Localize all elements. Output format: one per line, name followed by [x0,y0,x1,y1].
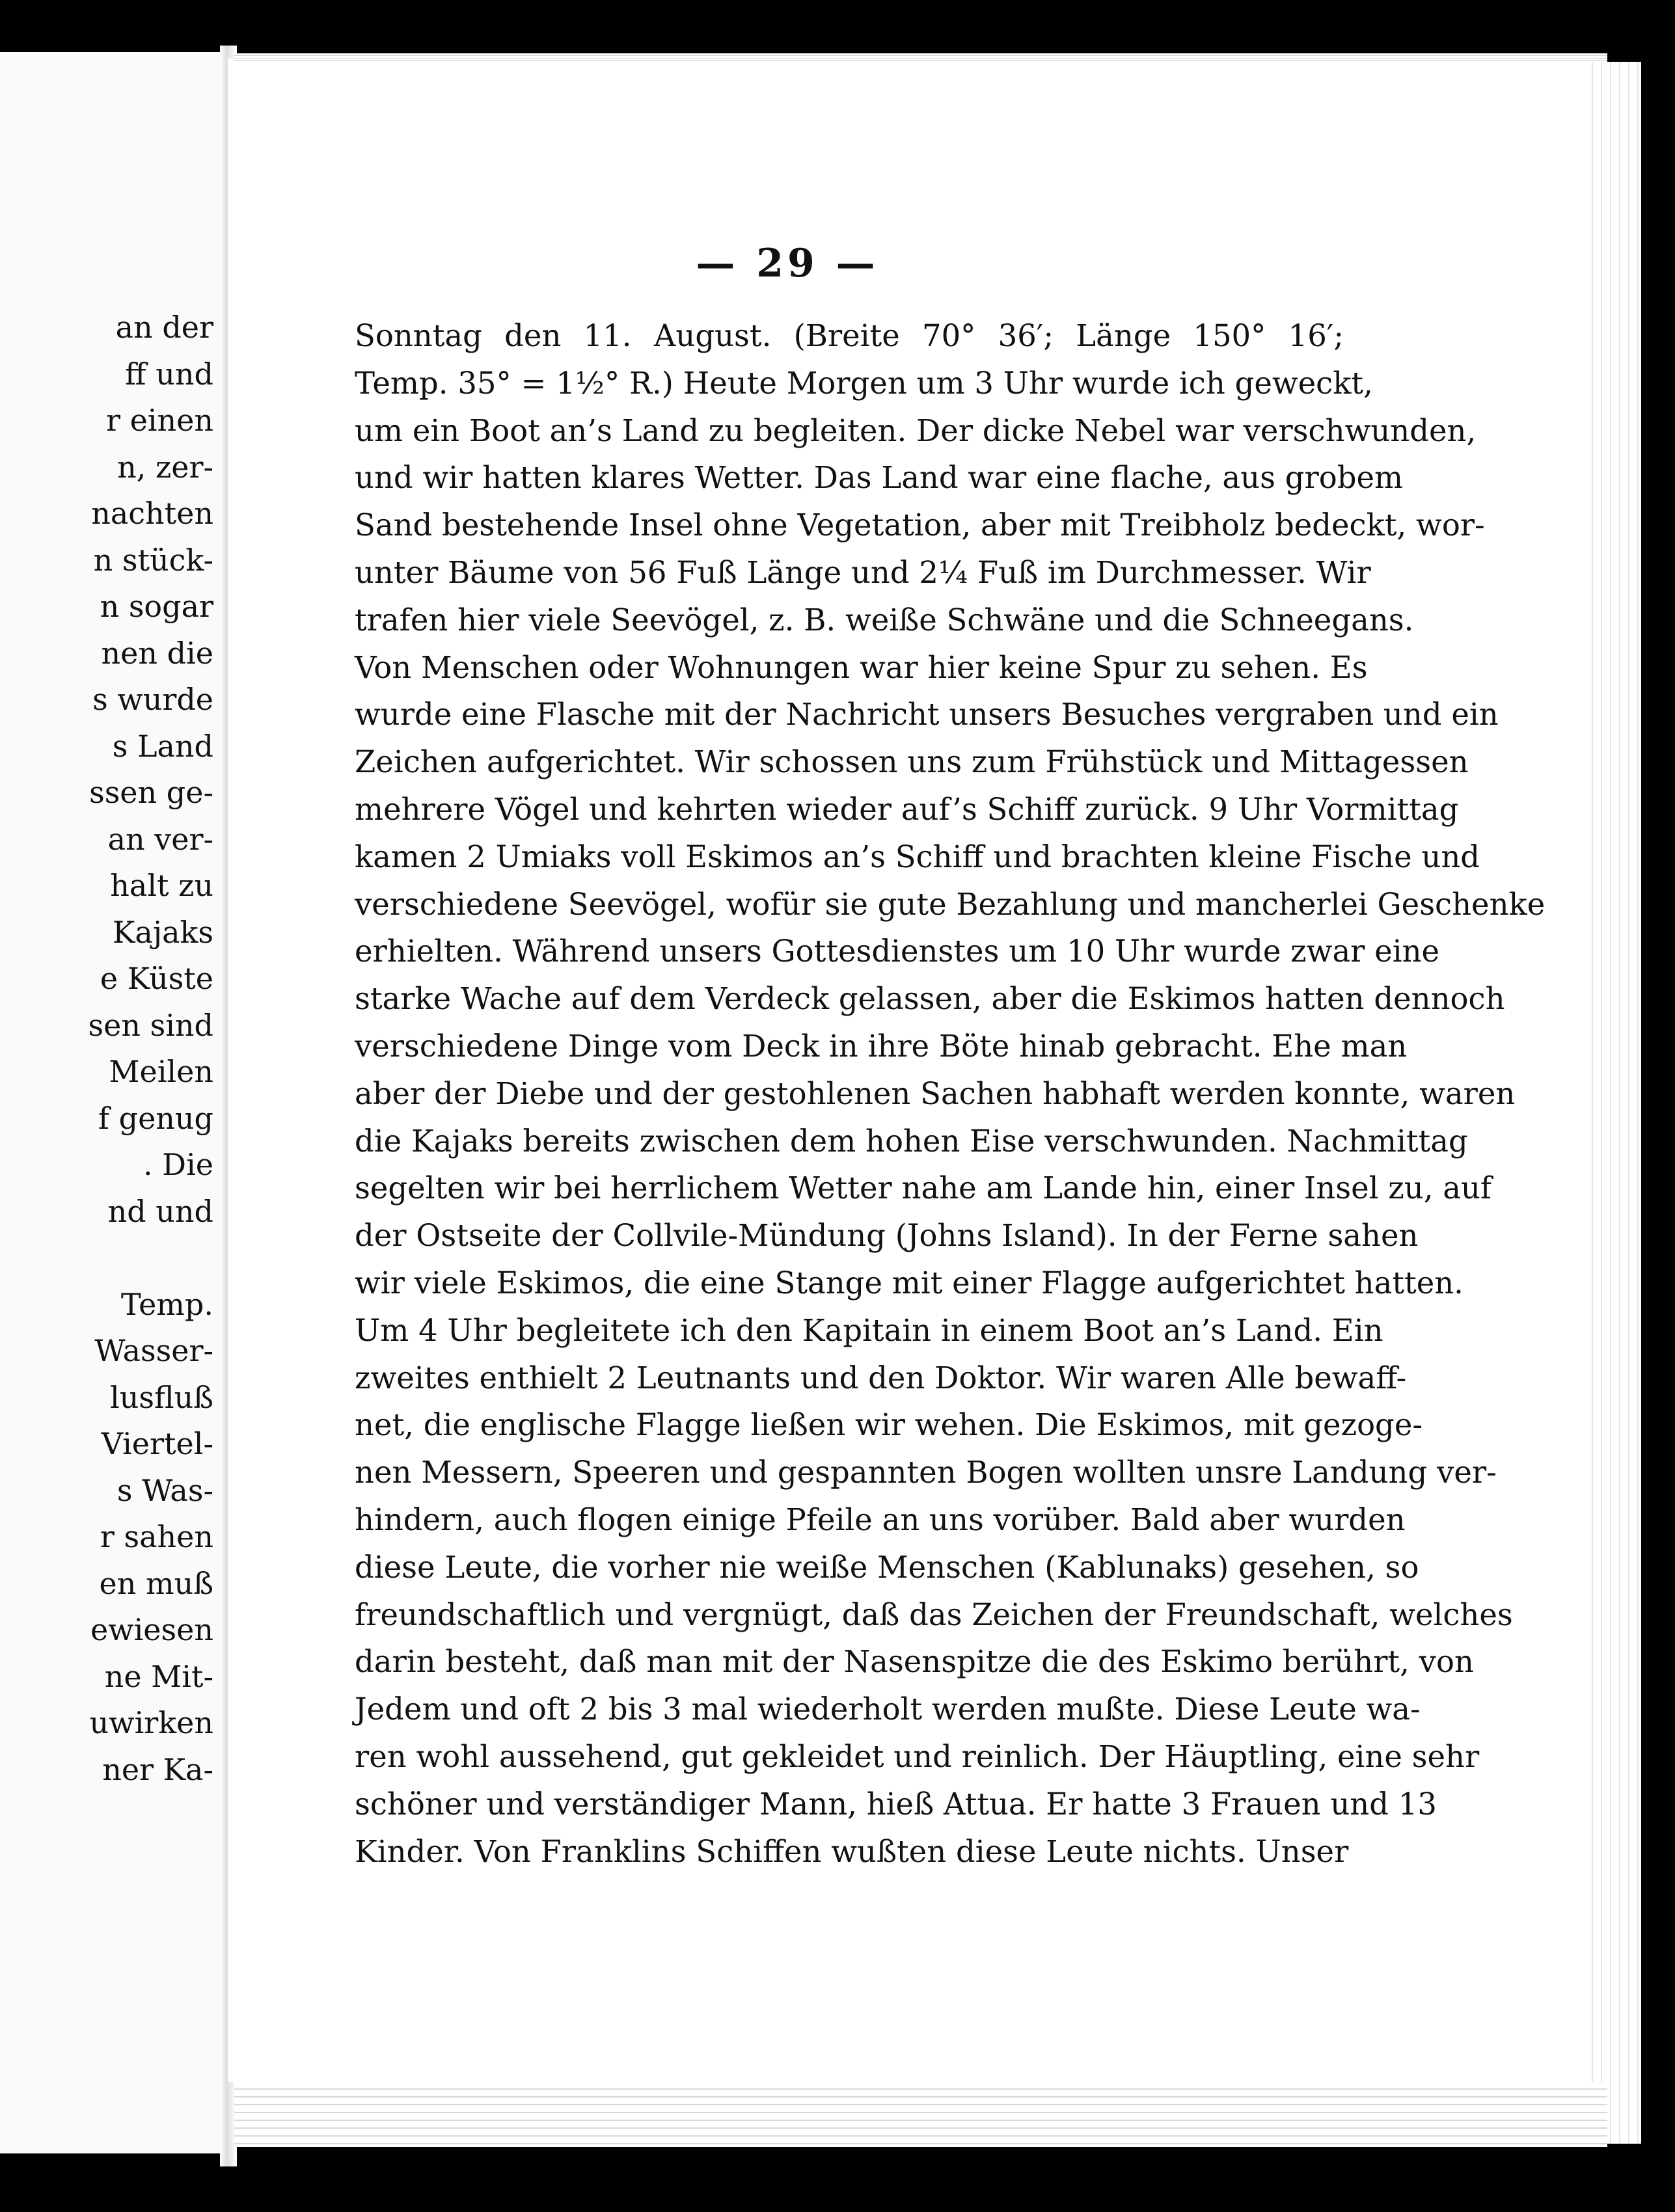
page-number: — 29 — [696,241,879,286]
text-line: aber der Diebe und der gestohlenen Sachen habhaft werden konnte, waren [355,1075,1516,1111]
left-page-text-fragment: n sogar [100,589,213,624]
text-line: Sonntag den 11. August. (Breite 70° 36′; Länge 150° 16′; [355,318,1344,353]
left-page-text-fragment: nd und [107,1193,213,1229]
left-page-text-fragment: ssen ge- [89,775,213,810]
text-line: hindern, auch flogen einige Pfeile an uns vorüber. Bald aber wurden [355,1502,1406,1537]
left-page-text-fragment: s Land [112,728,213,764]
text-line: nen Messern, Speeren und gespannten Bogen wollten unsre Landung ver- [355,1455,1497,1490]
text-line: die Kajaks bereits zwischen dem hohen Eise verschwunden. Nachmittag [355,1123,1468,1159]
text-line: segelten wir bei herrlichem Wetter nahe am Lande hin, einer Insel zu, auf [355,1170,1492,1206]
text-line: schöner und verständiger Mann, hieß Attua. Er hatte 3 Frauen und 13 [355,1786,1437,1822]
text-line: der Ostseite der Collvile-Mündung (Johns Island). In der Ferne sahen [355,1218,1419,1254]
left-page-text-fragment: Viertel- [101,1426,213,1461]
text-line: freundschaftlich und vergnügt, daß das Zeichen der Freundschaft, welches [355,1597,1513,1632]
left-page-text-fragment: f genug [98,1100,213,1136]
page-bottom-edge [234,2082,1607,2147]
left-page-fragment [0,52,228,2153]
left-page-text-fragment: uwirken [89,1705,213,1740]
left-page-text-fragment: en muß [99,1565,213,1601]
text-line: um ein Boot an’s Land zu begleiten. Der dicke Nebel war verschwunden, [355,412,1477,448]
text-line: Kinder. Von Franklins Schiffen wußten diese Leute nichts. Unser [355,1833,1349,1869]
text-line: wurde eine Flasche mit der Nachricht unsers Besuches vergraben und ein [355,697,1499,733]
text-line: Von Menschen oder Wohnungen war hier keine Spur zu sehen. Es [355,649,1368,685]
left-page-text-fragment: Meilen [109,1054,213,1089]
text-line: wir viele Eskimos, die eine Stange mit einer Flagge aufgerichtet hatten. [355,1265,1464,1301]
left-page-text-fragment: an ver- [107,821,213,857]
text-line: net, die englische Flagge ließen wir wehen. Die Eskimos, mit gezoge- [355,1407,1423,1443]
left-page-text-fragment: ff und [124,356,213,392]
text-line: zweites enthielt 2 Leutnants und den Doktor. Wir waren Alle bewaff- [355,1360,1407,1396]
left-page-text-fragment: s wurde [92,682,213,717]
left-page-text-fragment: . Die [143,1147,213,1182]
left-page-text-fragment: ner Ka- [102,1751,213,1787]
left-page-text-fragment: an der [115,310,213,345]
left-page-text-fragment: nachten [91,496,213,531]
left-page-text-fragment: halt zu [110,868,213,903]
text-line: darin besteht, daß man mit der Nasenspitze die des Eskimo berührt, von [355,1644,1474,1680]
body-text [355,312,1546,1875]
text-line: diese Leute, die vorher nie weiße Menschen (Kablunaks) gesehen, so [355,1549,1419,1585]
text-line: verschiedene Seevögel, wofür sie gute Bezahlung und mancherlei Geschenke [355,886,1546,922]
left-page-text-fragment: nen die [101,635,213,671]
text-line: unter Bäume von 56 Fuß Länge und 2¼ Fuß im Durchmesser. Wir [355,554,1371,590]
page-top-edge [234,53,1607,62]
left-page-text-fragment: sen sind [88,1007,213,1043]
text-line: ren wohl aussehend, gut gekleidet und reinlich. Der Häuptling, eine sehr [355,1738,1480,1774]
left-page-text-fragment: r einen [105,403,213,438]
text-line: Sand bestehende Insel ohne Vegetation, aber mit Treibholz bedeckt, wor- [355,507,1485,543]
text-line: und wir hatten klares Wetter. Das Land war eine flache, aus grobem [355,460,1404,496]
text-line: Um 4 Uhr begleitete ich den Kapitain in einem Boot an’s Land. Ein [355,1312,1383,1348]
left-page-text-fragment: ne Mit- [104,1658,213,1694]
page-stack-edge [1588,62,1641,2144]
text-line: Temp. 35° = 1½° R.) Heute Morgen um 3 Uhr wurde ich geweckt, [355,365,1373,401]
left-page-text-fragment: Temp. [120,1286,213,1322]
left-page-text-fragment: ewiesen [90,1612,213,1647]
left-page-text-fragment: r sahen [100,1519,213,1554]
left-page-text-fragment: n, zer- [117,449,213,485]
text-line: verschiedene Dinge vom Deck in ihre Böte hinab gebracht. Ehe man [355,1028,1408,1064]
text-line: Jedem und oft 2 bis 3 mal wiederholt werden mußte. Diese Leute wa- [355,1692,1421,1727]
left-page-text-fragment: lusfluß [110,1379,213,1415]
text-line: Zeichen aufgerichtet. Wir schossen uns zum Frühstück und Mittagessen [355,744,1469,780]
text-line: erhielten. Während unsers Gottesdienstes um 10 Uhr wurde zwar eine [355,934,1440,969]
left-page-text-fragment: e Küste [100,961,213,996]
text-line: kamen 2 Umiaks voll Eskimos an’s Schiff und brachten kleine Fische und [355,839,1480,874]
left-page-text-fragment: s Was- [116,1472,213,1508]
text-line: trafen hier viele Seevögel, z. B. weiße Schwäne und die Schneegans. [355,602,1414,638]
text-line: mehrere Vögel und kehrten wieder auf’s Schiff zurück. 9 Uhr Vormittag [355,791,1459,827]
left-page-text-fragment: Kajaks [113,914,213,950]
text-line: starke Wache auf dem Verdeck gelassen, aber die Eskimos hatten dennoch [355,981,1505,1017]
left-page-text-fragment: n stück- [93,542,213,578]
left-page-text-fragment: Wasser- [94,1333,213,1368]
